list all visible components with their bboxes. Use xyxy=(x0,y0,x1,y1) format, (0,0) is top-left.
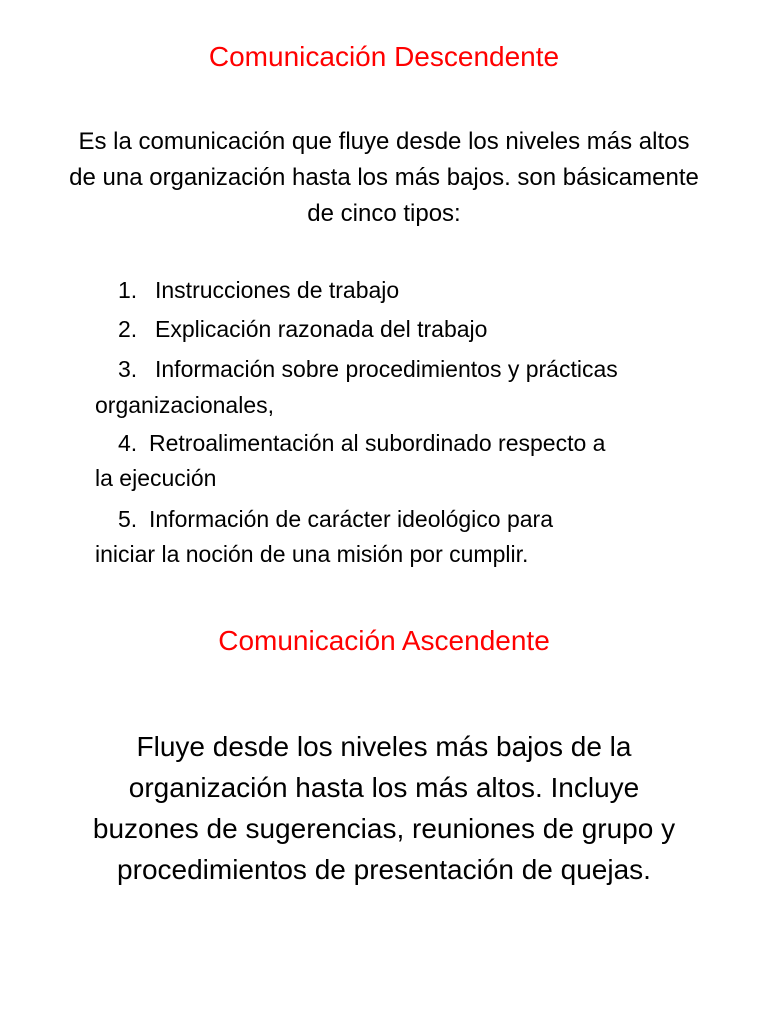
list-item xyxy=(118,312,487,346)
list-item-text: Información sobre procedimientos y prácticas xyxy=(155,356,618,382)
list-item xyxy=(118,273,399,307)
intro-line: de una organización hasta los más bajos. son básicamente xyxy=(69,164,699,191)
list-item-continuation: la ejecución xyxy=(95,465,217,491)
list-item-text: Información de carácter ideológico para xyxy=(149,506,554,532)
list-item xyxy=(118,502,553,536)
list-item-continuation: organizacionales, xyxy=(95,392,275,418)
list-item-number: 1. xyxy=(118,277,138,303)
list-item-text: Instrucciones de trabajo xyxy=(155,277,400,303)
list-item-number: 4. xyxy=(118,430,138,456)
heading-comunicacion-descendente: Comunicación Descendente xyxy=(208,41,560,72)
list-item-number: 2. xyxy=(118,316,138,342)
list-item-continuation: iniciar la noción de una misión por cumplir. xyxy=(95,541,529,567)
intro-paragraph xyxy=(40,124,728,232)
ascendente-line: procedimientos de presentación de quejas. xyxy=(117,854,651,885)
ascendente-line: organización hasta los más altos. Incluye xyxy=(128,772,640,803)
ascendente-line: Fluye desde los niveles más bajos de la xyxy=(136,731,632,762)
list-item xyxy=(118,426,605,460)
list-item xyxy=(118,352,618,386)
list-item-number: 3. xyxy=(118,356,138,382)
heading-comunicacion-ascendente: Comunicación Ascendente xyxy=(218,625,550,656)
ascendente-paragraph xyxy=(40,726,728,890)
list-item-text: Retroalimentación al subordinado respecto a xyxy=(149,430,606,456)
ascendente-line: buzones de sugerencias, reuniones de grupo y xyxy=(92,813,676,844)
intro-line: de cinco tipos: xyxy=(307,200,461,227)
list-item-text: Explicación razonada del trabajo xyxy=(155,316,488,342)
list-item-number: 5. xyxy=(118,506,138,532)
intro-line: Es la comunicación que fluye desde los niveles más altos xyxy=(78,128,690,155)
